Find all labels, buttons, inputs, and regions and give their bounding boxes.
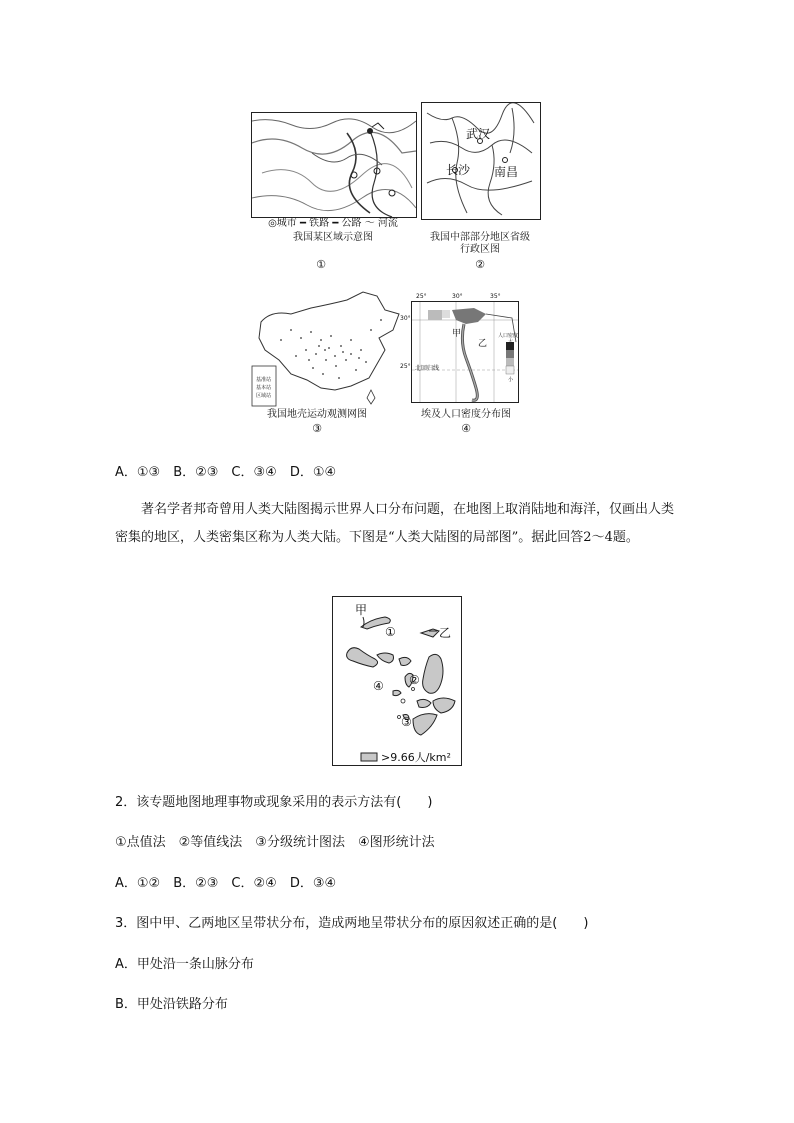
map-3-number: ③ — [312, 422, 322, 435]
question-2-stem: 2．该专题地图地理事物或现象采用的表示方法有( ) — [115, 795, 433, 810]
continent-marker-2: ② — [409, 673, 420, 687]
map-1-caption: 我国某区域示意图 — [293, 232, 373, 243]
question-3-option-b: B．甲处沿铁路分布 — [115, 997, 228, 1012]
map-3-legend-item-2: 基本站 — [256, 385, 272, 391]
continent-marker-4: ④ — [373, 679, 384, 693]
map-1-region-sketch — [251, 112, 417, 218]
continent-marker-1: ① — [385, 625, 396, 639]
map-4-number: ④ — [461, 422, 471, 435]
continent-label-jia: 甲 — [355, 603, 368, 617]
map-4-frame — [411, 301, 519, 403]
passage-text — [115, 496, 685, 552]
continent-label-yi: 乙 — [439, 626, 452, 640]
continent-marker-3: ③ — [401, 715, 412, 729]
map-3-caption: 我国地壳运动观测网图 — [267, 409, 367, 420]
human-continent-graphic — [333, 597, 461, 765]
map-3-graphic — [251, 290, 403, 408]
map-4-lat-25: 25° — [400, 363, 411, 370]
question-2-options: A．①② B．②③ C．②④ D．③④ — [115, 876, 337, 891]
map-2-graphic — [422, 103, 540, 219]
map-4-place-yi: 乙 — [478, 339, 488, 349]
map-1-number: ① — [316, 258, 326, 271]
map-2-number: ② — [475, 258, 485, 271]
map-4-lon-35: 35° — [490, 293, 501, 300]
map-4-legend-high: 大 — [508, 339, 514, 345]
continent-legend-text: >9.66人/km² — [381, 751, 451, 764]
map-3-china-network — [251, 290, 403, 408]
question-1-options: A．①③ B．②③ C．③④ D．①④ — [115, 465, 337, 480]
city-label-nanchang: 南昌 — [494, 165, 519, 179]
map-1-legend: ◎城市 ━ 铁路 ━ 公路 〜 河流 — [268, 218, 398, 229]
map-1-graphic — [252, 113, 416, 217]
passage-content: 著名学者邦奇曾用人类大陆图揭示世界人口分布问题，在地图上取消陆地和海洋，仅画出人类密集的地区，人类密集区称为人类大陆。下图是“人类大陆图的局部图”。据此回答2～4题。 — [115, 502, 675, 545]
map-4-lon-30: 30° — [452, 293, 463, 300]
map-4-graphic — [412, 302, 518, 402]
map-4-tropic-label: 北回归线 — [415, 365, 440, 372]
map-4-egypt-density — [398, 293, 528, 405]
question-3-stem: 3．图中甲、乙两地区呈带状分布，造成两地呈带状分布的原因叙述正确的是( ) — [115, 916, 589, 931]
map-2-provinces — [421, 102, 541, 220]
map-2-caption-line2: 行政区图 — [460, 244, 500, 255]
human-continent-map — [332, 596, 462, 766]
map-4-lon-25: 25° — [416, 293, 427, 300]
map-4-place-jia: 甲 — [452, 329, 462, 339]
map-3-legend-item-1: 基准站 — [256, 377, 272, 383]
question-2-items: ①点值法 ②等值线法 ③分级统计图法 ④图形统计法 — [115, 835, 435, 850]
map-3-legend-item-3: 区域站 — [256, 393, 272, 399]
question-3-option-a: A．甲处沿一条山脉分布 — [115, 957, 254, 972]
map-4-legend-title: 人口密度 — [498, 333, 519, 339]
map-4-caption: 埃及人口密度分布图 — [421, 409, 511, 420]
map-4-legend-low: 小 — [508, 377, 514, 383]
map-2-caption-line1: 我国中部部分地区省级 — [430, 232, 530, 243]
city-label-changsha: 长沙 — [446, 163, 471, 177]
map-4-lat-30: 30° — [400, 315, 411, 322]
city-label-wuhan: 武汉 — [466, 127, 491, 141]
